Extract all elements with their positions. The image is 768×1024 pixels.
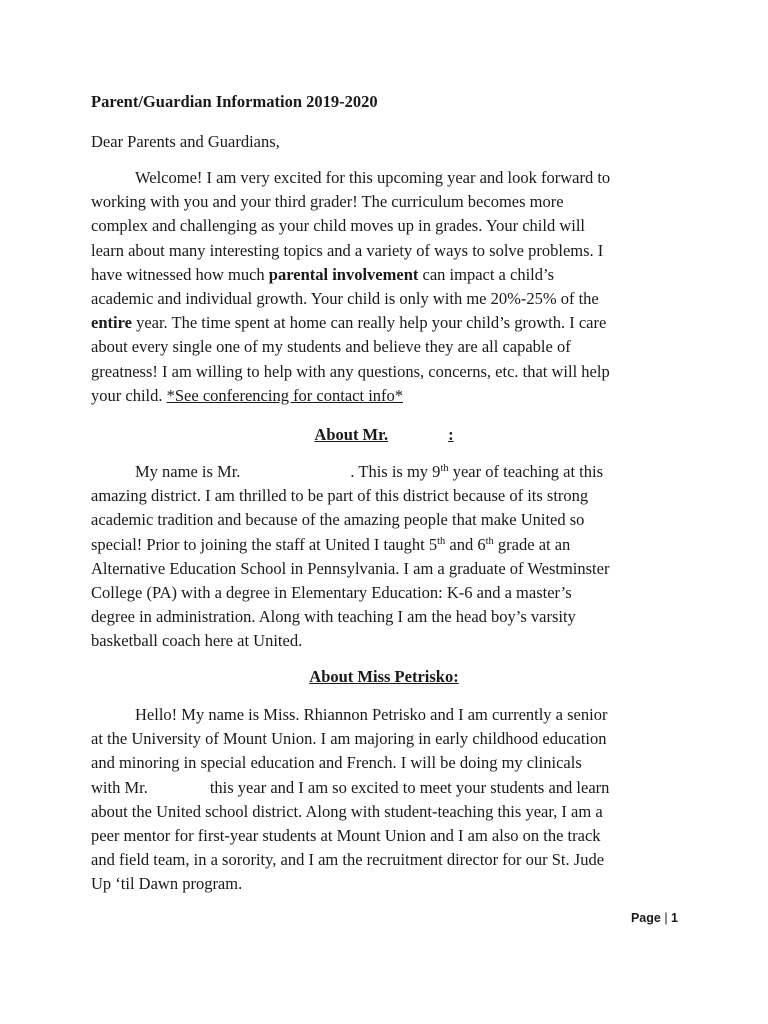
text-run: amazing district. I am thrilled to be part of this district because of its strong — [91, 486, 589, 506]
heading-about-mr-colon: : — [448, 425, 454, 444]
footer-page-label: Page — [630, 911, 661, 925]
about-miss-petrisko-paragraph-line — [91, 824, 691, 848]
text-run: academic tradition and because of the amazing people that make United so — [91, 510, 585, 530]
page-footer — [631, 911, 678, 925]
about-miss-petrisko-paragraph-line — [91, 872, 691, 896]
text-run: academic and individual growth. Your child is only with me 20%-25% of the — [91, 289, 599, 309]
footer-separator: | — [664, 911, 668, 925]
text-run: about every single one of my students and believe they are all capable of — [91, 337, 571, 357]
document-title: Parent/Guardian Information 2019-2020 — [91, 92, 378, 111]
about-miss-petrisko-paragraph-line — [91, 751, 691, 775]
text-run: and minoring in special education and French. I will be doing my clinicals — [91, 753, 582, 773]
superscript-text: th — [440, 463, 449, 474]
text-run: degree in administration. Along with teaching I am the head boy’s varsity — [91, 607, 576, 627]
bold-text: parental involvement — [268, 264, 419, 284]
about-miss-petrisko-paragraph — [91, 703, 691, 897]
text-run: . This is my 9 — [350, 462, 441, 481]
about-mr-paragraph — [91, 460, 691, 654]
text-run: Up ‘til Dawn program. — [91, 874, 243, 894]
salutation-line: Dear Parents and Guardians, — [91, 132, 280, 151]
about-mr-paragraph-line — [91, 605, 691, 629]
text-run: basketball coach here at United. — [91, 631, 303, 651]
text-run: have witnessed how much — [91, 264, 269, 284]
welcome-paragraph-line — [91, 287, 691, 311]
text-run: grade at an — [493, 534, 571, 554]
about-mr-paragraph-line — [91, 484, 691, 508]
text-run: with Mr. — [91, 777, 148, 797]
welcome-paragraph-line — [91, 263, 691, 287]
text-run: working with you and your third grader! The curriculum becomes more — [91, 192, 564, 212]
welcome-paragraph-line — [91, 311, 691, 335]
superscript-text: th — [437, 535, 446, 547]
about-mr-paragraph-line — [91, 533, 691, 557]
welcome-paragraph-line — [91, 166, 691, 190]
welcome-paragraph-line — [91, 190, 691, 214]
text-run: Hello! My name is Miss. Rhiannon Petrisko and I am currently a senior — [135, 705, 608, 724]
about-miss-petrisko-paragraph-line — [91, 848, 691, 872]
text-run: greatness! I am willing to help with any questions, concerns, etc. that will help — [91, 361, 610, 381]
text-run: your child. — [91, 385, 167, 405]
footer-page-number: 1 — [671, 911, 678, 925]
text-run: at the University of Mount Union. I am majoring in early childhood education — [91, 729, 607, 749]
about-mr-paragraph-line — [91, 460, 691, 484]
text-run: year of teaching at this — [448, 462, 604, 481]
heading-about-mr — [0, 423, 768, 447]
welcome-paragraph-line — [91, 214, 691, 238]
about-mr-paragraph-line — [91, 508, 691, 532]
bold-text: entire — [91, 313, 132, 333]
text-run: complex and challenging as your child moves up in grades. Your child will — [91, 216, 586, 236]
welcome-paragraph-line — [91, 239, 691, 263]
about-miss-petrisko-paragraph-line — [91, 727, 691, 751]
text-run: Welcome! I am very excited for this upcoming year and look forward to — [135, 168, 611, 187]
text-run: and field team, in a sorority, and I am the recruitment director for our St. Jude — [91, 850, 605, 870]
about-mr-paragraph-line — [91, 557, 691, 581]
text-run: year. The time spent at home can really help your child’s growth. I care — [131, 313, 607, 333]
text-run: learn about many interesting topics and a variety of ways to solve problems. I — [91, 240, 604, 260]
superscript-text: th — [485, 535, 494, 547]
welcome-paragraph-line — [91, 384, 691, 408]
about-mr-paragraph-line — [91, 629, 691, 653]
heading-about-mr-text: About Mr. — [314, 425, 389, 444]
about-mr-paragraph-line — [91, 581, 691, 605]
text-run: this year and I am so excited to meet your students and learn — [209, 777, 610, 797]
welcome-paragraph-line — [91, 335, 691, 359]
about-miss-petrisko-paragraph-line — [91, 703, 691, 727]
text-run: about the United school district. Along with student-teaching this year, I am a — [91, 801, 603, 821]
text-run: Alternative Education School in Pennsylvania. I am a graduate of Westminster — [91, 558, 610, 578]
heading-about-miss-petrisko: About Miss Petrisko: — [309, 667, 459, 686]
text-run: My name is Mr. — [135, 462, 241, 481]
welcome-paragraph-line — [91, 360, 691, 384]
text-run: peer mentor for first-year students at Mount Union and I am also on the track — [91, 826, 601, 846]
text-run: and 6 — [445, 534, 486, 554]
text-run: can impact a child’s — [418, 264, 554, 284]
underlined-text: *See conferencing for contact info* — [166, 385, 404, 405]
salutation — [91, 130, 691, 154]
about-miss-petrisko-paragraph-line — [91, 800, 691, 824]
about-miss-petrisko-paragraph-line — [91, 776, 691, 800]
welcome-paragraph — [91, 166, 691, 408]
text-run: special! Prior to joining the staff at United I taught 5 — [91, 534, 438, 554]
text-run: College (PA) with a degree in Elementary Education: K-6 and a master’s — [91, 583, 572, 603]
